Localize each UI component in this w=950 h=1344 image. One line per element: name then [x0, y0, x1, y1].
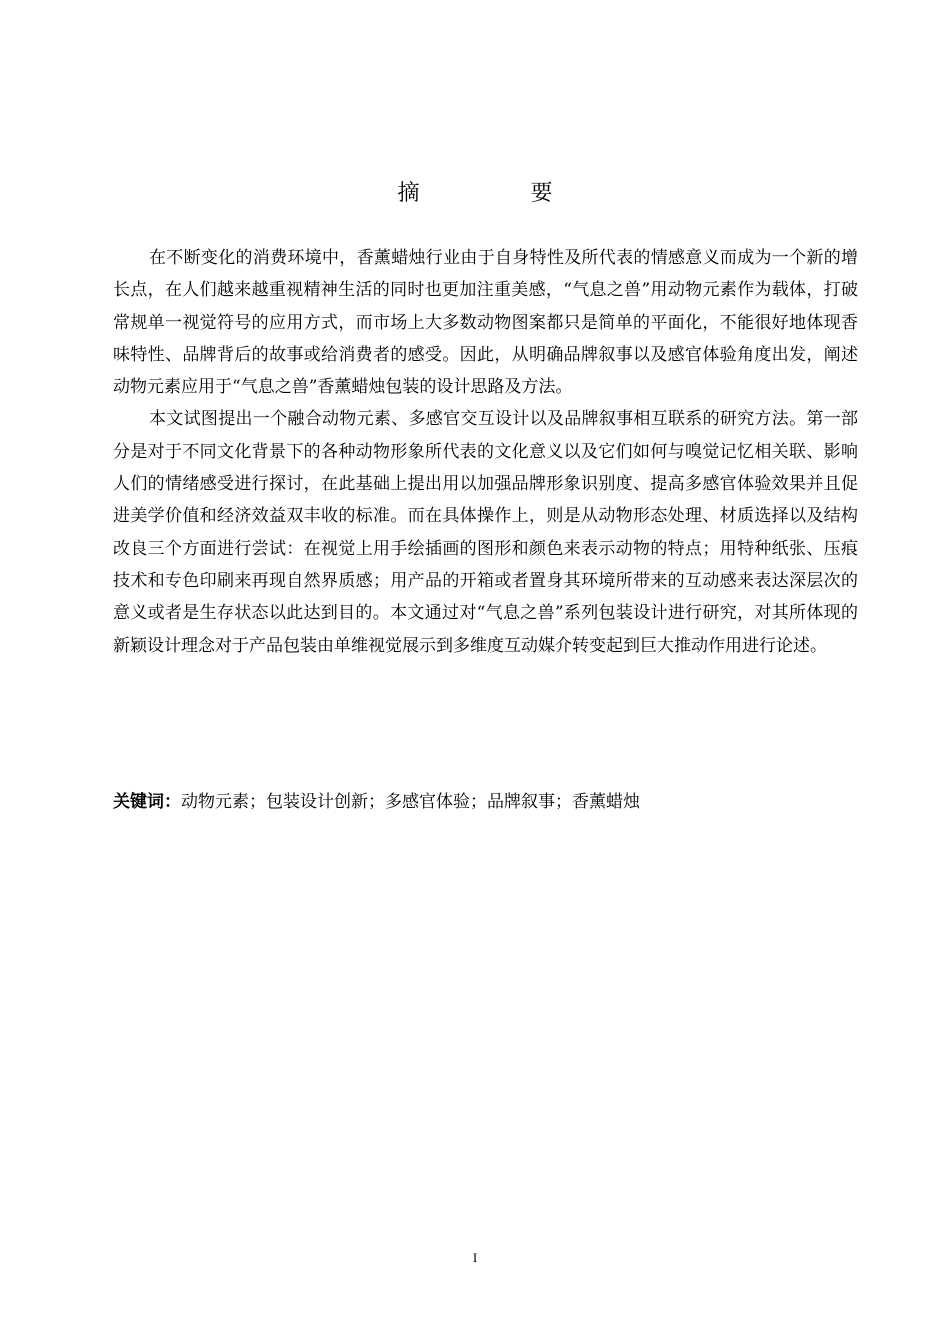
keywords-line [113, 786, 858, 818]
page-number: I [472, 1250, 478, 1265]
abstract-body [113, 242, 858, 662]
abstract-paragraph-1: 在不断变化的消费环境中，香薰蜡烛行业由于自身特性及所代表的情感意义而成为一个新的增长点，在人们越来越重视精神生活的同时也更加注重美感，“气息之兽”用动物元素作为载体，打破常规单一视觉符号的应用方式，而市场上大多数动物图案都只是简单的平面化，不能很好地体现香味特性、品牌背后的故事或给消费者的感受。因此，从明确品牌叙事以及感官体验角度出发，阐述动物元素应用于“气息之兽”香薰蜡烛包装的设计思路及方法。 [113, 248, 858, 398]
keywords-value: 动物元素；包装设计创新；多感官体验；品牌叙事；香薰蜡烛 [181, 792, 640, 812]
keywords-label: 关键词： [113, 792, 181, 812]
abstract-paragraph-2: 本文试图提出一个融合动物元素、多感官交互设计以及品牌叙事相互联系的研究方法。第一部分是对于不同文化背景下的各种动物形象所代表的文化意义以及它们如何与嗅觉记忆相关联、影响人们的情绪感受进行探讨，在此基础上提出用以加强品牌形象识别度、提高多感官体验效果并且促进美学价值和经济效益双丰收的标准。而在具体操作上，则是从动物形态处理、材质选择以及结构改良三个方面进行尝试：在视觉上用手绘插画的图形和颜色来表示动物的特点；用特种纸张、压痕技术和专色印刷来再现自然界质感；用产品的开箱或者置身其环境所带来的互动感来表达深层次的意义或者是生存状态以此达到目的。本文通过对“气息之兽”系列包装设计进行研究，对其所体现的新颖设计理念对于产品包装由单维视觉展示到多维度互动媒介转变起到巨大推动作用进行论述。 [113, 409, 858, 656]
page-title: 摘 要 [397, 181, 605, 206]
